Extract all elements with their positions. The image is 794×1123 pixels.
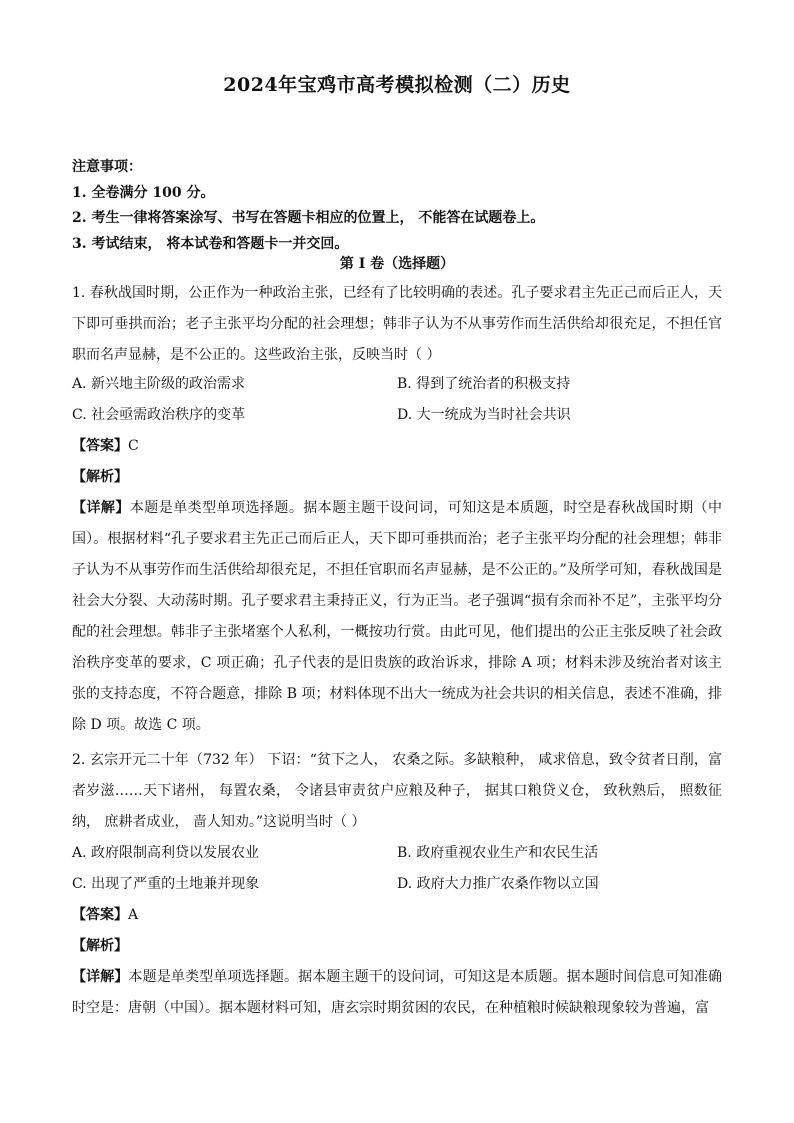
option-c: C. 社会亟需政治秩序的变革: [72, 407, 246, 423]
detail-label: 【详解】: [72, 500, 130, 516]
option-d: D. 大一统成为当时社会共识: [397, 407, 571, 423]
answer-label: 【答案】: [72, 907, 128, 923]
answer-value: A: [128, 907, 139, 923]
notes-item: 1. 全卷满分 100 分。: [72, 184, 215, 201]
notes-heading: 注意事项：: [72, 159, 142, 175]
analysis-line: [72, 462, 128, 493]
detail-text: 本题是单类型单项选择题。据本题主题干设问词，可知这是本质题，时空是春秋战国时期（中国）。根据材料“孔子要求君主先正己而后正人，天下即可垂拱而治；老子主张平均分配的社会理想；韩非子认为不从事劳作而生活供给却很充足，不担任官职而名声显赫，是不公正的。”及所学可知，春秋战国是社会大分裂、大动荡时期。孔子要求君主秉持正义，行为正当。老子强调“损有余而补不足”，主张平均分配的社会理想。韩非子主张堵塞个人私利，一概按功行赏。由此可见，他们提出的公正主张反映了社会政治秩序变革的要求，C 项正确；孔子代表的是旧贵族的政治诉求，排除 A 项；材料未涉及统治者对该主张的支持态度，不符合题意，排除 B 项；材料体现不出大一统成为社会共识的相关信息，表述不准确，排除 D 项。故选 C 项。: [72, 500, 723, 733]
page-title: 2024年宝鸡市高考模拟检测（二）历史: [223, 74, 571, 96]
option-a: A. 新兴地主阶级的政治需求: [72, 376, 246, 392]
option-d: D. 政府大力推广农桑作物以立国: [397, 876, 599, 892]
option-c: C. 出现了严重的土地兼并现象: [72, 876, 260, 892]
detail-paragraph: [72, 493, 722, 741]
notes-item: 3. 考试结束， 将本试卷和答题卡一并交回。: [72, 235, 349, 252]
detail-paragraph: [72, 962, 722, 1024]
option-a: A. 政府限制高利贷以发展农业: [72, 845, 260, 861]
answer-value: C: [128, 438, 139, 454]
answer-line: [72, 431, 139, 462]
option-b: B. 政府重视农业生产和农民生活: [397, 845, 599, 861]
exam-notes: [72, 155, 544, 257]
question-stem: 1. 春秋战国时期，公正作为一种政治主张，已经有了比较明确的表述。孔子要求君主先正己而后正人，天下即可垂拱而治；老子主张平均分配的社会理想；韩非子认为不从事劳作而生活供给却很充足，不担任官职而名声显赫，是不公正的。这些政治主张，反映当时（ ）: [72, 285, 722, 363]
analysis-line: [72, 931, 128, 962]
question-stem: 2. 玄宗开元二十年（732 年） 下诏：“贫下之人， 农桑之际。多缺粮种， 咸求倍息，致令贫者日削，富者岁滋……天下诸州， 每置农桑， 令诸县审责贫户应粮及种子， 据其口粮贷义仓， 致秋熟后， 照数征纳， 庶耕者成业， 啬人知劝。”这说明当时（ ）: [72, 752, 722, 830]
answer-label: 【答案】: [72, 438, 128, 454]
notes-item: 2. 考生一律将答案涂写、书写在答题卡相应的位置上， 不能答在试题卷上。: [72, 210, 545, 226]
question-options: [72, 838, 722, 900]
analysis-label: 【解析】: [72, 938, 128, 954]
detail-text: 本题是单类型单项选择题。据本题主题干的设问词，可知这是本质题。据本题时间信息可知准确时空是：唐朝（中国）。据本题材料可知，唐玄宗时期贫困的农民，在种植粮时候缺粮现象较为普遍，富: [72, 969, 723, 1016]
option-b: B. 得到了统治者的积极支持: [397, 376, 571, 392]
detail-label: 【详解】: [72, 969, 129, 985]
question-options: [72, 369, 722, 431]
section-title: 第 I 卷（选择题）: [339, 256, 455, 272]
analysis-label: 【解析】: [72, 469, 128, 485]
answer-line: [72, 900, 138, 931]
